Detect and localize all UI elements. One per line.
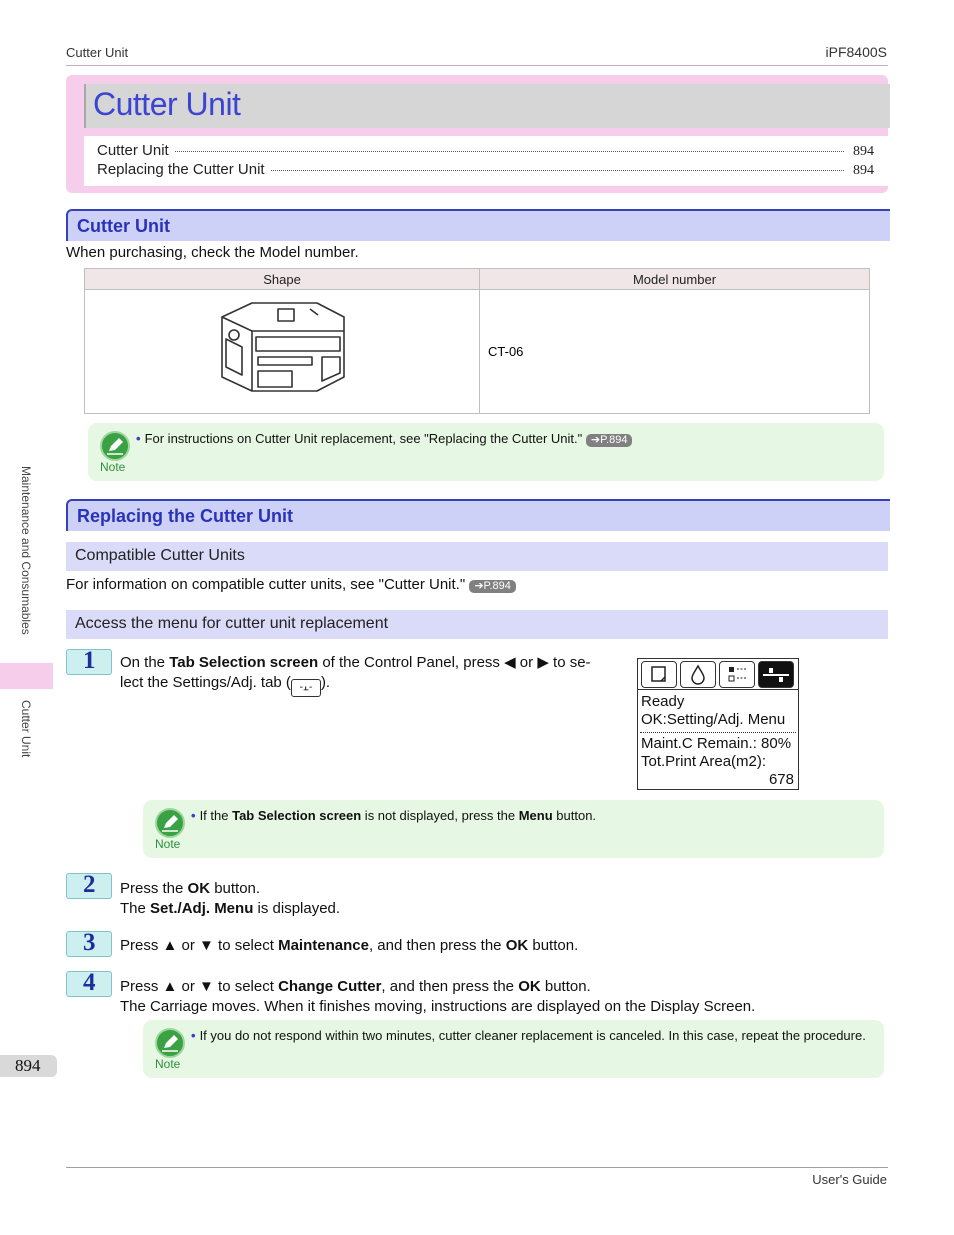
footer-right: User's Guide [812,1172,887,1187]
lcd-maint-remain: Maint.C Remain.: 80% [641,735,792,752]
section-heading-text: Replacing the Cutter Unit [77,506,294,526]
paper-tab-icon [641,661,677,688]
job-tab-icon [719,661,755,688]
step-number-text: 1 [83,647,96,674]
pencil-note-icon [155,1028,185,1058]
text-run-bold: Tab Selection screen [169,654,319,671]
sidebar-chapter-label[interactable]: Maintenance and Consumables [19,466,33,635]
step-number-text: 3 [83,929,96,956]
text-run: is displayed. [253,900,341,917]
settings-tab-icon: -⫠- [291,679,321,697]
section-heading-cutter-unit [66,209,890,241]
section-heading-replacing [66,499,890,531]
sidebar-active-tab [0,663,53,689]
text-run: button. [540,978,591,995]
bullet-icon: • [191,808,196,823]
right-arrow-icon: ▶ [537,654,549,671]
sidebar-section-label[interactable]: Cutter Unit [19,700,33,758]
text-run-bold: OK [505,937,529,954]
table-row [85,290,870,414]
note-text [136,431,632,447]
text-run: The Carriage moves. When it finishes moving, instructions are displayed on the Display Screen. [120,998,756,1015]
step-number-text: 2 [83,871,96,898]
cutter-unit-icon [212,295,352,405]
toc-leader [175,151,844,152]
note-box [143,1020,884,1078]
step-number-1 [66,649,112,675]
page-number: 894 [15,1056,41,1075]
pencil-note-icon [100,431,130,461]
lcd-menu-hint: OK:Setting/Adj. Menu [641,711,786,728]
toc-entry-label: Cutter Unit [97,142,169,159]
step-4-text [120,977,755,1017]
step-number-2 [66,873,112,899]
page-reference-link[interactable]: ➔P.894 [469,580,516,593]
text-run-bold: Menu [518,808,553,823]
toc-entry-page: 894 [853,163,874,178]
running-header-right: iPF8400S [825,44,887,60]
lcd-status: Ready [641,693,685,710]
lcd-print-area-value: 678 [768,771,794,788]
toc-entry[interactable] [97,142,874,161]
chapter-title: Cutter Unit [93,86,241,122]
section-intro: When purchasing, check the Model number. [66,244,359,261]
text-run-bold: OK [518,978,541,995]
note-text [191,1028,866,1043]
step-2-text [120,879,340,919]
text-run-bold: Tab Selection screen [232,808,362,823]
subsection-compatible [66,542,888,571]
text-run: The [120,900,151,917]
header-divider [66,65,888,66]
step-number-4 [66,971,112,997]
table-of-contents [84,136,888,186]
bullet-icon: • [191,1028,196,1043]
text-run-bold: Change Cutter [278,978,382,995]
footer-divider [66,1167,888,1168]
ink-tab-icon [680,661,716,688]
text-run: Press ▲ or ▼ to select [120,937,279,954]
toc-entry-page: 894 [853,144,874,159]
control-panel-display [637,658,799,790]
text-run: , and then press the [368,937,506,954]
left-arrow-icon: ◀ [504,654,516,671]
subsection-access-menu [66,610,888,639]
note-sentence: If you do not respond within two minutes, cutter cleaner replacement is canceled. In this case, repeat the procedure. [199,1028,866,1043]
text-run: If the [199,808,233,823]
step-3-text [120,937,578,954]
cutter-unit-illustration [85,290,480,414]
note-label: Note [155,837,181,851]
page-reference-link[interactable]: ➔P.894 [586,434,633,447]
text-run: , and then press the [381,978,519,995]
step-number-3 [66,931,112,957]
page-number-tab [0,1055,57,1077]
text-run-bold: OK [187,880,211,897]
note-label: Note [100,460,126,474]
text-run: ). [320,674,331,691]
lcd-print-area-label: Tot.Print Area(m2): [641,753,767,770]
settings-adj-tab-icon [758,661,794,688]
pencil-note-icon [155,808,185,838]
text-run: Press the [120,880,188,897]
text-run-bold: Set./Adj. Menu [150,900,254,917]
toc-leader [271,170,844,171]
toc-entry[interactable] [97,161,874,180]
text-run: On the [120,654,170,671]
table-header-shape: Shape [85,269,480,290]
compatible-text [66,576,516,593]
text-run: lect the Settings/Adj. tab ( [120,674,291,691]
bullet-icon: • [136,431,141,446]
text-run: button. [210,880,261,897]
note-label: Note [155,1057,181,1071]
note-box [88,423,884,481]
text-run: of the Control Panel, press [318,654,505,671]
text-run-bold: Maintenance [278,937,369,954]
subsection-heading: Compatible Cutter Units [75,547,245,564]
text-run: button. [552,808,597,823]
table-header-model: Model number [480,269,870,290]
text-run: Press ▲ or ▼ to select [120,978,279,995]
section-heading-text: Cutter Unit [77,216,170,236]
model-number-cell: CT-06 [480,290,870,414]
note-box [143,800,884,858]
step-number-text: 4 [83,969,96,996]
toc-entry-label: Replacing the Cutter Unit [97,161,265,178]
text-run: or [515,654,538,671]
compatible-sentence: For information on compatible cutter units, see "Cutter Unit." [66,576,466,593]
subsection-heading: Access the menu for cutter unit replacement [75,615,389,632]
text-run: to se- [548,654,591,671]
text-run: button. [528,937,579,954]
step-1-text [120,653,625,697]
running-header-left: Cutter Unit [66,45,129,60]
note-sentence: For instructions on Cutter Unit replacement, see "Replacing the Cutter Unit." [144,431,583,446]
model-table [84,268,870,414]
note-text [191,808,596,823]
text-run: is not displayed, press the [361,808,519,823]
